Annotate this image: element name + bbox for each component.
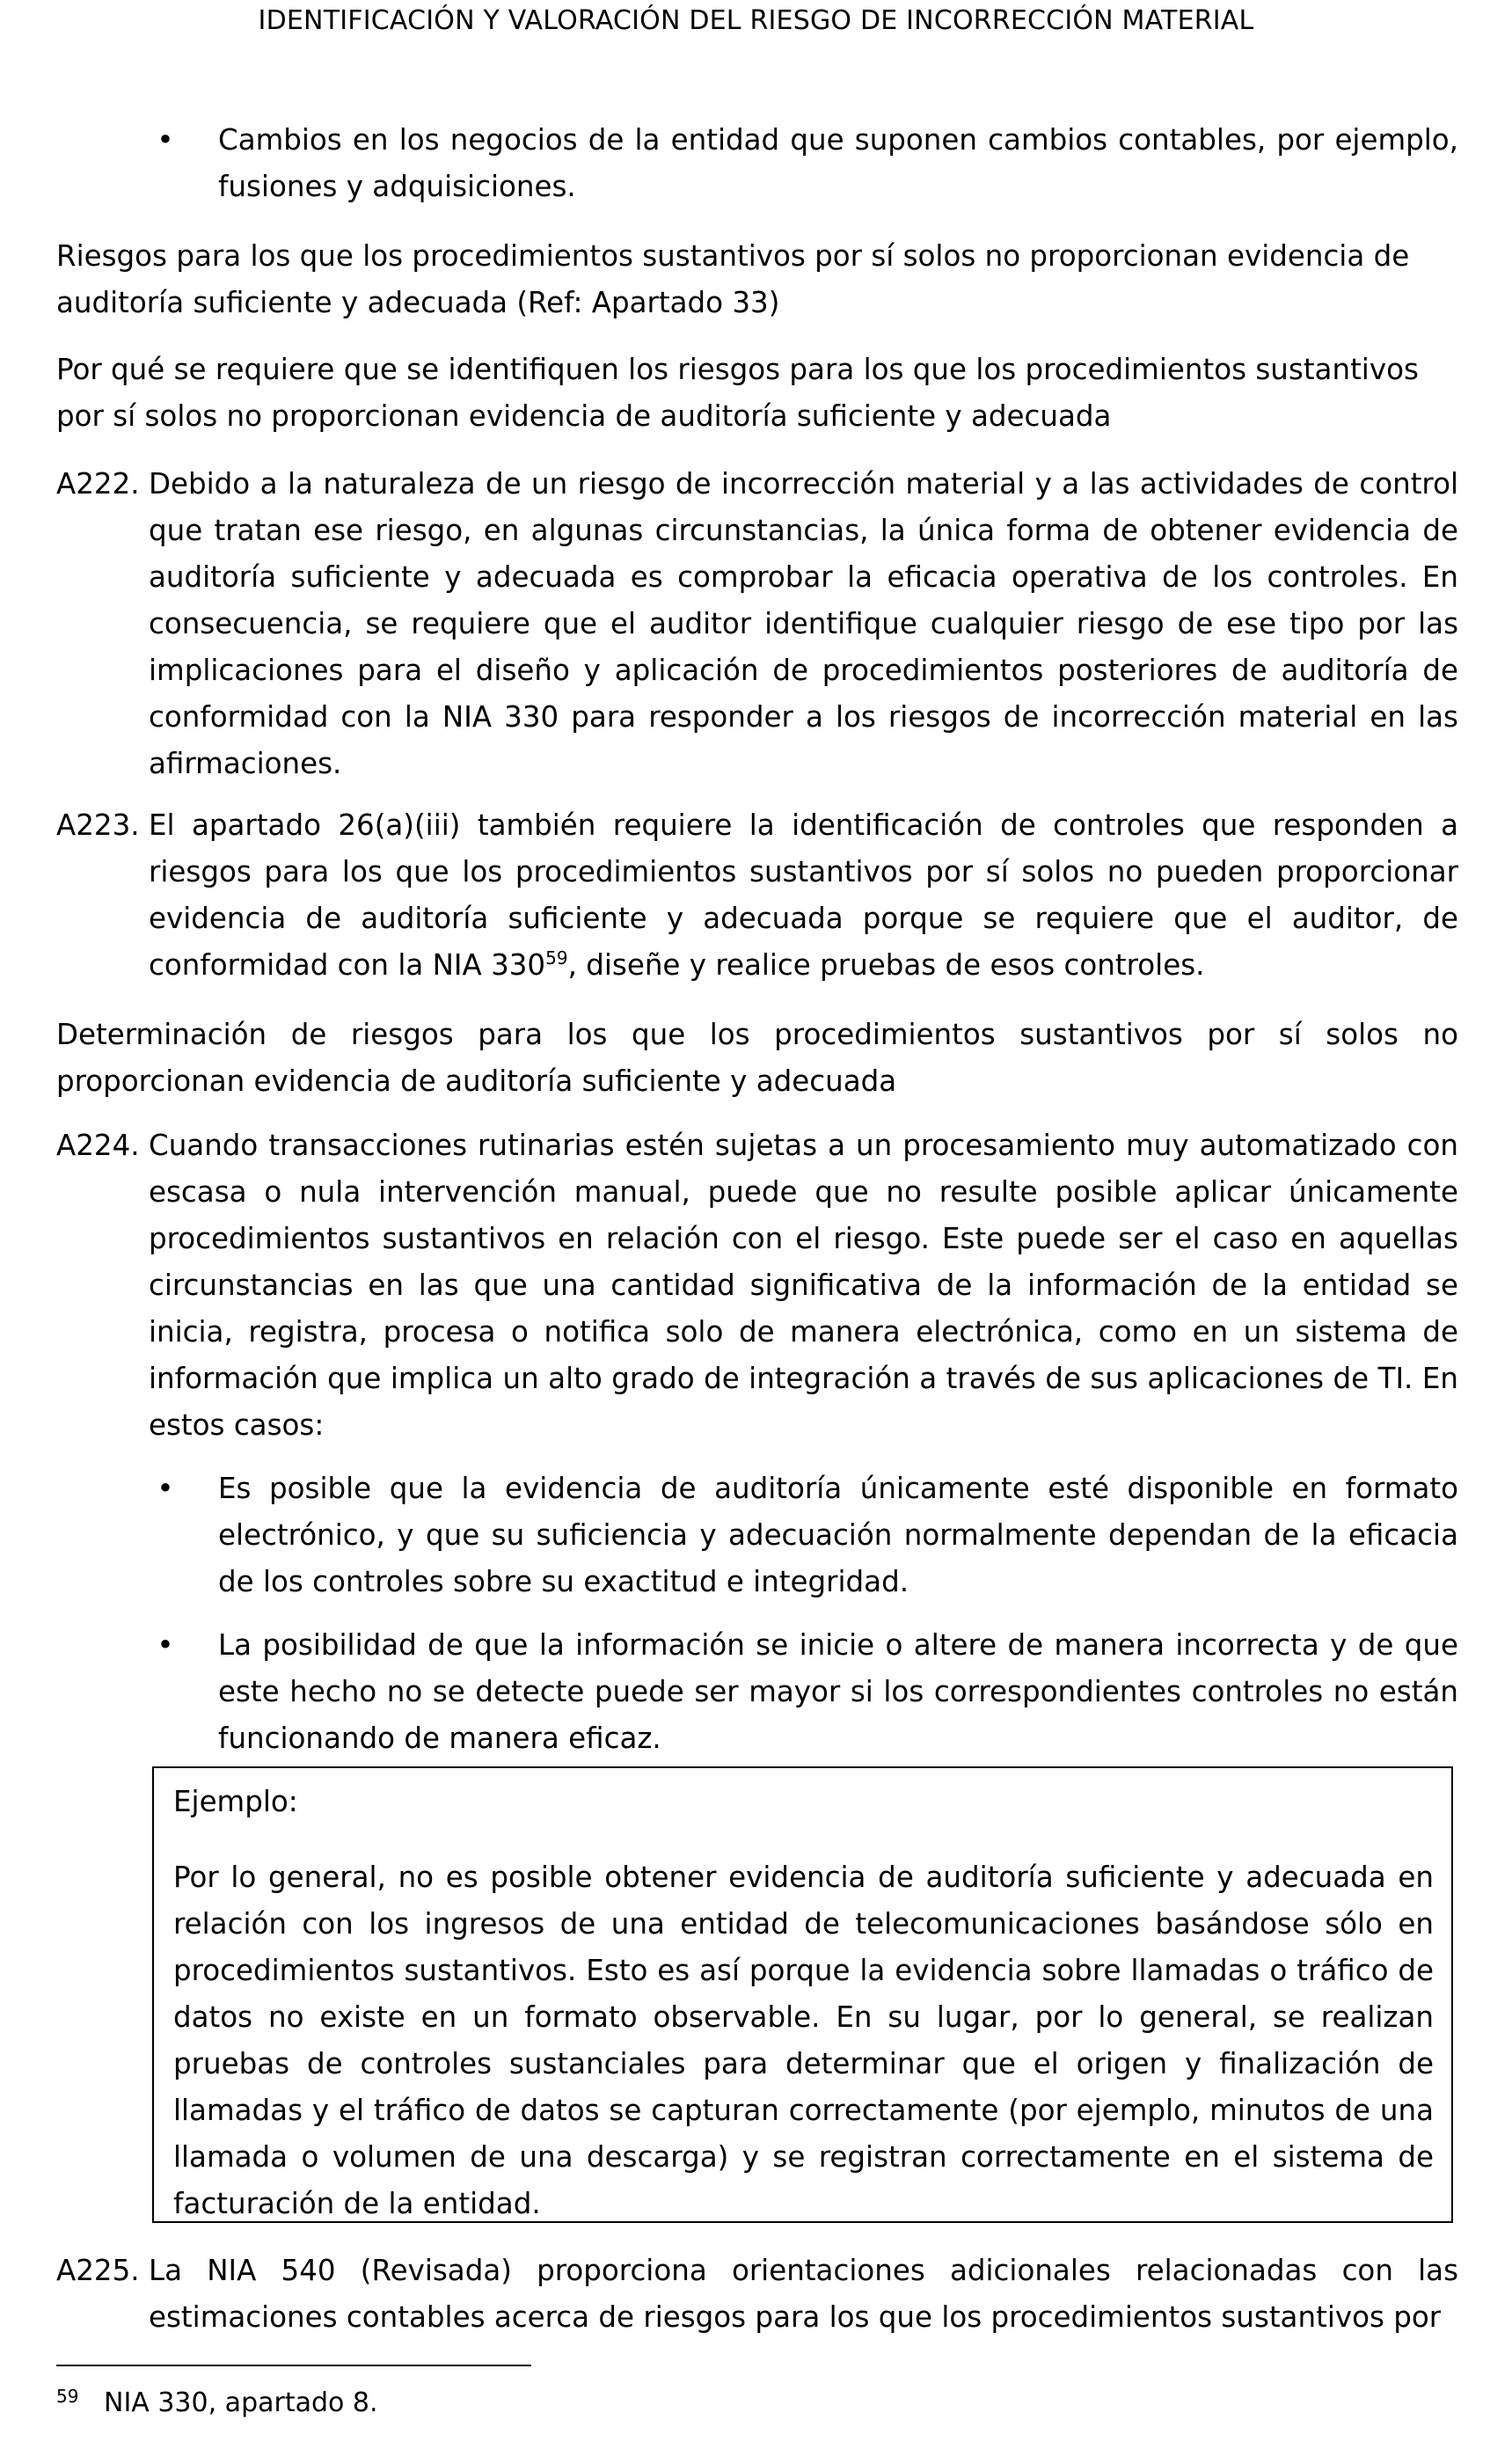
bullet-item: La posibilidad de que la información se inicie o altere de manera incorrecta y de que este hecho no se detecte puede ser mayor si los correspondientes controles no están funcionando de manera eficaz. bbox=[218, 1628, 1458, 1755]
paragraph-a223-text-end: , diseñe y realice pruebas de esos controles. bbox=[567, 948, 1205, 982]
example-box bbox=[152, 1766, 1453, 2223]
bullet-item: Es posible que la evidencia de auditoría únicamente esté disponible en formato electrónico, y que su suficiencia y adecuación normalmente dependan de la eficacia de los controles sobre su exactitud e integridad. bbox=[218, 1472, 1458, 1598]
subheading-why: Por qué se requiere que se identifiquen los riesgos para los que los procedimientos sustantivos por sí solos no proporcionan evidencia de auditoría suficiente y adecuada bbox=[56, 353, 1419, 433]
footnote-reference: 59 bbox=[545, 947, 568, 969]
footnote-text: NIA 330, apartado 8. bbox=[104, 2387, 378, 2418]
paragraph-a222: Debido a la naturaleza de un riesgo de incorrección material y a las actividades de control que tratan ese riesgo, en algunas circunstancias, la única forma de obtener evidencia de auditoría suficiente y adecuada es comprobar la eficacia operativa de los controles. En consecuencia, se requiere que el auditor identifique cualquier riesgo de ese tipo por las implicaciones para el diseño y aplicación de procedimientos posteriores de auditoría de conformidad con la NIA 330 para responder a los riesgos de incorrección material en las afirmaciones. bbox=[149, 467, 1458, 780]
paragraph-number-a222: A222. bbox=[56, 467, 140, 501]
paragraph-a224: Cuando transacciones rutinarias estén sujetas a un procesamiento muy automatizado con escasa o nula intervención manual, puede que no resulte posible aplicar únicamente procedimientos sustantivos en relación con el riesgo. Este puede ser el caso en aquellas circunstancias en las que una cantidad significativa de la información de la entidad se inicia, registra, procesa o notifica solo de manera electrónica, como en un sistema de información que implica un alto grado de integración a través de sus aplicaciones de TI. En estos casos: bbox=[149, 1129, 1458, 1442]
subheading-determination: Determinación de riesgos para los que los procedimientos sustantivos por sí solos no proporcionan evidencia de auditoría suficiente y adecuada bbox=[56, 1018, 1458, 1098]
footnote-divider bbox=[56, 2365, 531, 2366]
paragraph-number-a224: A224. bbox=[56, 1129, 140, 1162]
paragraph-a225: La NIA 540 (Revisada) proporciona orientaciones adicionales relacionadas con las estimaciones contables acerca de riesgos para los que los procedimientos sustantivos por bbox=[149, 2254, 1458, 2334]
example-text: Por lo general, no es posible obtener evidencia de auditoría suficiente y adecuada en relación con los ingresos de una entidad de telecomunicaciones basándose sólo en procedimientos sustantivos. Esto es así porque la evidencia sobre llamadas o tráfico de datos no existe en un formato observable. En su lugar, por lo general, se realizan pruebas de controles sustanciales para determinar que el origen y finalización de llamadas y el tráfico de datos se capturan correctamente (por ejemplo, minutos de una llamada o volumen de una descarga) y se registran correctamente en el sistema de facturación de la entidad. bbox=[173, 1861, 1434, 2220]
example-title: Ejemplo: bbox=[173, 1785, 298, 1818]
paragraph-a223 bbox=[149, 802, 1458, 989]
paragraph-number-a225: A225. bbox=[56, 2254, 140, 2287]
bullet-marker: • bbox=[157, 123, 174, 157]
paragraph-a223-text: El apartado 26(a)(iii) también requiere la identificación de controles que responden a riesgos para los que los procedimientos sustantivos por sí solos no pueden proporcionar evidencia de auditoría suficiente y adecuada porque se requiere que el auditor, de conformidad con la NIA 330 bbox=[149, 808, 1458, 982]
footnote-number: 59 bbox=[56, 2386, 79, 2407]
running-header: IDENTIFICACIÓN Y VALORACIÓN DEL RIESGO DE INCORRECCIÓN MATERIAL bbox=[258, 5, 1254, 36]
section-heading: Riesgos para los que los procedimientos sustantivos por sí solos no proporcionan evidencia de auditoría suficiente y adecuada (Ref: Apartado 33) bbox=[56, 239, 1410, 319]
bullet-marker: • bbox=[157, 1472, 174, 1505]
paragraph-number-a223: A223. bbox=[56, 808, 140, 842]
bullet-item: Cambios en los negocios de la entidad que suponen cambios contables, por ejemplo, fusiones y adquisiciones. bbox=[218, 123, 1458, 203]
bullet-marker: • bbox=[157, 1628, 174, 1662]
